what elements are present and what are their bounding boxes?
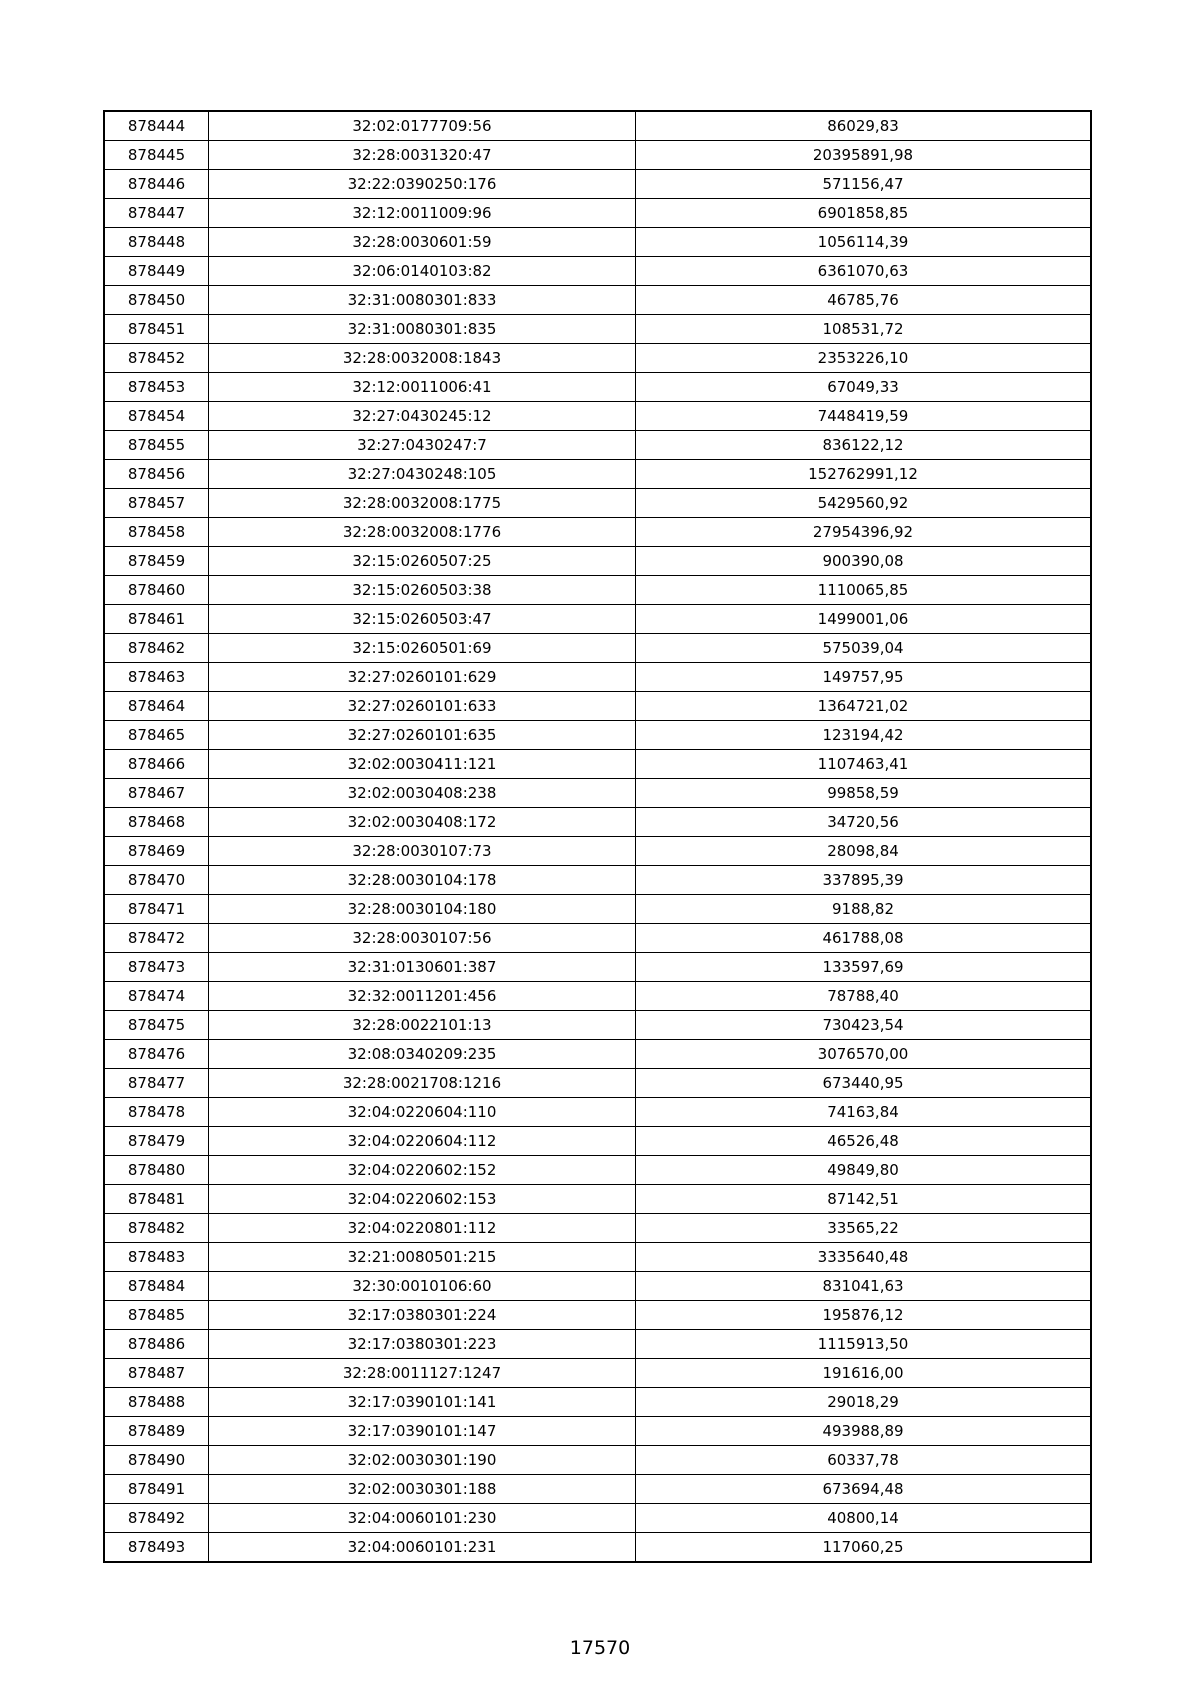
- row-number-cell: 878468: [104, 808, 209, 837]
- value-cell: 67049,33: [636, 373, 1092, 402]
- table-row: [104, 111, 1091, 141]
- value-cell: 86029,83: [636, 111, 1092, 141]
- row-number-cell: 878477: [104, 1069, 209, 1098]
- table-row: [104, 1301, 1091, 1330]
- row-number-cell: 878479: [104, 1127, 209, 1156]
- cadastral-number-cell: 32:02:0030301:188: [209, 1475, 636, 1504]
- row-number-cell: 878487: [104, 1359, 209, 1388]
- value-cell: 2353226,10: [636, 344, 1092, 373]
- row-number-cell: 878482: [104, 1214, 209, 1243]
- table-row: [104, 1011, 1091, 1040]
- row-number-cell: 878457: [104, 489, 209, 518]
- cadastral-number-cell: 32:28:0011127:1247: [209, 1359, 636, 1388]
- row-number-cell: 878456: [104, 460, 209, 489]
- row-number-cell: 878463: [104, 663, 209, 692]
- table-row: [104, 1156, 1091, 1185]
- table-row: [104, 924, 1091, 953]
- row-number-cell: 878469: [104, 837, 209, 866]
- row-number-cell: 878490: [104, 1446, 209, 1475]
- table-row: [104, 431, 1091, 460]
- table-row: [104, 199, 1091, 228]
- value-cell: 74163,84: [636, 1098, 1092, 1127]
- cadastral-number-cell: 32:28:0032008:1775: [209, 489, 636, 518]
- value-cell: 575039,04: [636, 634, 1092, 663]
- value-cell: 33565,22: [636, 1214, 1092, 1243]
- row-number-cell: 878460: [104, 576, 209, 605]
- table-row: [104, 1040, 1091, 1069]
- cadastral-number-cell: 32:28:0021708:1216: [209, 1069, 636, 1098]
- value-cell: 195876,12: [636, 1301, 1092, 1330]
- cadastral-number-cell: 32:15:0260507:25: [209, 547, 636, 576]
- value-cell: 87142,51: [636, 1185, 1092, 1214]
- value-cell: 3335640,48: [636, 1243, 1092, 1272]
- row-number-cell: 878467: [104, 779, 209, 808]
- table-row: [104, 605, 1091, 634]
- cadastral-number-cell: 32:08:0340209:235: [209, 1040, 636, 1069]
- cadastral-number-cell: 32:28:0030104:178: [209, 866, 636, 895]
- value-cell: 1056114,39: [636, 228, 1092, 257]
- cadastral-number-cell: 32:28:0030107:56: [209, 924, 636, 953]
- cadastral-number-cell: 32:27:0260101:629: [209, 663, 636, 692]
- table-row: [104, 1098, 1091, 1127]
- value-cell: 730423,54: [636, 1011, 1092, 1040]
- cadastral-number-cell: 32:17:0390101:141: [209, 1388, 636, 1417]
- cadastral-number-cell: 32:12:0011009:96: [209, 199, 636, 228]
- row-number-cell: 878478: [104, 1098, 209, 1127]
- row-number-cell: 878452: [104, 344, 209, 373]
- value-cell: 40800,14: [636, 1504, 1092, 1533]
- cadastral-number-cell: 32:21:0080501:215: [209, 1243, 636, 1272]
- value-cell: 337895,39: [636, 866, 1092, 895]
- cadastral-number-cell: 32:17:0380301:224: [209, 1301, 636, 1330]
- table-row: [104, 1214, 1091, 1243]
- row-number-cell: 878462: [104, 634, 209, 663]
- row-number-cell: 878446: [104, 170, 209, 199]
- cadastral-number-cell: 32:27:0430245:12: [209, 402, 636, 431]
- cadastral-number-cell: 32:22:0390250:176: [209, 170, 636, 199]
- value-cell: 1107463,41: [636, 750, 1092, 779]
- value-cell: 133597,69: [636, 953, 1092, 982]
- row-number-cell: 878485: [104, 1301, 209, 1330]
- table-row: [104, 1475, 1091, 1504]
- row-number-cell: 878484: [104, 1272, 209, 1301]
- table-row: [104, 315, 1091, 344]
- row-number-cell: 878489: [104, 1417, 209, 1446]
- value-cell: 831041,63: [636, 1272, 1092, 1301]
- row-number-cell: 878470: [104, 866, 209, 895]
- table-row: [104, 1533, 1091, 1563]
- cadastral-number-cell: 32:27:0430247:7: [209, 431, 636, 460]
- row-number-cell: 878458: [104, 518, 209, 547]
- table-row: [104, 460, 1091, 489]
- cadastral-number-cell: 32:28:0032008:1776: [209, 518, 636, 547]
- cadastral-number-cell: 32:27:0430248:105: [209, 460, 636, 489]
- cadastral-number-cell: 32:02:0030408:172: [209, 808, 636, 837]
- table-row: [104, 808, 1091, 837]
- table-row: [104, 1330, 1091, 1359]
- cadastral-number-cell: 32:04:0220604:110: [209, 1098, 636, 1127]
- cadastral-number-cell: 32:15:0260501:69: [209, 634, 636, 663]
- row-number-cell: 878488: [104, 1388, 209, 1417]
- value-cell: 117060,25: [636, 1533, 1092, 1563]
- row-number-cell: 878475: [104, 1011, 209, 1040]
- row-number-cell: 878461: [104, 605, 209, 634]
- table-row: [104, 1446, 1091, 1475]
- value-cell: 6901858,85: [636, 199, 1092, 228]
- value-cell: 6361070,63: [636, 257, 1092, 286]
- row-number-cell: 878492: [104, 1504, 209, 1533]
- value-cell: 108531,72: [636, 315, 1092, 344]
- cadastral-number-cell: 32:04:0060101:230: [209, 1504, 636, 1533]
- value-cell: 28098,84: [636, 837, 1092, 866]
- cadastral-number-cell: 32:15:0260503:47: [209, 605, 636, 634]
- value-cell: 1499001,06: [636, 605, 1092, 634]
- table-row: [104, 170, 1091, 199]
- cadastral-number-cell: 32:30:0010106:60: [209, 1272, 636, 1301]
- value-cell: 7448419,59: [636, 402, 1092, 431]
- value-cell: 149757,95: [636, 663, 1092, 692]
- cadastral-number-cell: 32:04:0220602:153: [209, 1185, 636, 1214]
- row-number-cell: 878466: [104, 750, 209, 779]
- value-cell: 20395891,98: [636, 141, 1092, 170]
- table-row: [104, 518, 1091, 547]
- table-row: [104, 1417, 1091, 1446]
- table-row: [104, 721, 1091, 750]
- table-row: [104, 228, 1091, 257]
- table-row: [104, 1069, 1091, 1098]
- row-number-cell: 878455: [104, 431, 209, 460]
- value-cell: 1110065,85: [636, 576, 1092, 605]
- value-cell: 900390,08: [636, 547, 1092, 576]
- table-row: [104, 1243, 1091, 1272]
- value-cell: 60337,78: [636, 1446, 1092, 1475]
- value-cell: 99858,59: [636, 779, 1092, 808]
- table-row: [104, 1359, 1091, 1388]
- table-row: [104, 866, 1091, 895]
- table-row: [104, 663, 1091, 692]
- value-cell: 9188,82: [636, 895, 1092, 924]
- cadastral-number-cell: 32:27:0260101:633: [209, 692, 636, 721]
- table-row: [104, 1388, 1091, 1417]
- value-cell: 836122,12: [636, 431, 1092, 460]
- table-row: [104, 634, 1091, 663]
- row-number-cell: 878444: [104, 111, 209, 141]
- cadastral-number-cell: 32:17:0390101:147: [209, 1417, 636, 1446]
- table-row: [104, 837, 1091, 866]
- cadastral-number-cell: 32:28:0031320:47: [209, 141, 636, 170]
- row-number-cell: 878465: [104, 721, 209, 750]
- table-row: [104, 547, 1091, 576]
- value-cell: 673440,95: [636, 1069, 1092, 1098]
- cadastral-number-cell: 32:28:0032008:1843: [209, 344, 636, 373]
- row-number-cell: 878459: [104, 547, 209, 576]
- row-number-cell: 878491: [104, 1475, 209, 1504]
- value-cell: 29018,29: [636, 1388, 1092, 1417]
- table-row: [104, 1185, 1091, 1214]
- table-body: [104, 111, 1091, 1562]
- table-row: [104, 489, 1091, 518]
- cadastral-number-cell: 32:32:0011201:456: [209, 982, 636, 1011]
- table-row: [104, 895, 1091, 924]
- cadastral-number-cell: 32:17:0380301:223: [209, 1330, 636, 1359]
- table-row: [104, 257, 1091, 286]
- table-row: [104, 692, 1091, 721]
- value-cell: 49849,80: [636, 1156, 1092, 1185]
- value-cell: 46526,48: [636, 1127, 1092, 1156]
- table-row: [104, 1127, 1091, 1156]
- cadastral-number-cell: 32:04:0220801:112: [209, 1214, 636, 1243]
- cadastral-number-cell: 32:28:0022101:13: [209, 1011, 636, 1040]
- value-cell: 27954396,92: [636, 518, 1092, 547]
- cadastral-number-cell: 32:06:0140103:82: [209, 257, 636, 286]
- row-number-cell: 878448: [104, 228, 209, 257]
- value-cell: 78788,40: [636, 982, 1092, 1011]
- value-cell: 673694,48: [636, 1475, 1092, 1504]
- cadastral-number-cell: 32:12:0011006:41: [209, 373, 636, 402]
- cadastral-number-cell: 32:28:0030601:59: [209, 228, 636, 257]
- row-number-cell: 878464: [104, 692, 209, 721]
- table-row: [104, 779, 1091, 808]
- row-number-cell: 878476: [104, 1040, 209, 1069]
- value-cell: 46785,76: [636, 286, 1092, 315]
- table-row: [104, 402, 1091, 431]
- cadastral-number-cell: 32:04:0220602:152: [209, 1156, 636, 1185]
- row-number-cell: 878483: [104, 1243, 209, 1272]
- row-number-cell: 878486: [104, 1330, 209, 1359]
- value-cell: 3076570,00: [636, 1040, 1092, 1069]
- cadastral-number-cell: 32:28:0030104:180: [209, 895, 636, 924]
- cadastral-number-cell: 32:02:0030408:238: [209, 779, 636, 808]
- cadastral-number-cell: 32:28:0030107:73: [209, 837, 636, 866]
- cadastral-number-cell: 32:02:0177709:56: [209, 111, 636, 141]
- table-row: [104, 141, 1091, 170]
- row-number-cell: 878474: [104, 982, 209, 1011]
- row-number-cell: 878473: [104, 953, 209, 982]
- value-cell: 152762991,12: [636, 460, 1092, 489]
- cadastral-number-cell: 32:04:0220604:112: [209, 1127, 636, 1156]
- table-row: [104, 286, 1091, 315]
- value-cell: 571156,47: [636, 170, 1092, 199]
- value-cell: 1115913,50: [636, 1330, 1092, 1359]
- row-number-cell: 878445: [104, 141, 209, 170]
- cadastral-number-cell: 32:15:0260503:38: [209, 576, 636, 605]
- row-number-cell: 878480: [104, 1156, 209, 1185]
- table-row: [104, 576, 1091, 605]
- row-number-cell: 878450: [104, 286, 209, 315]
- cadastral-number-cell: 32:31:0080301:833: [209, 286, 636, 315]
- row-number-cell: 878471: [104, 895, 209, 924]
- row-number-cell: 878447: [104, 199, 209, 228]
- table-row: [104, 953, 1091, 982]
- table-row: [104, 344, 1091, 373]
- table-row: [104, 373, 1091, 402]
- row-number-cell: 878451: [104, 315, 209, 344]
- cadastral-number-cell: 32:02:0030411:121: [209, 750, 636, 779]
- table-row: [104, 1504, 1091, 1533]
- value-cell: 191616,00: [636, 1359, 1092, 1388]
- row-number-cell: 878453: [104, 373, 209, 402]
- cadastral-number-cell: 32:02:0030301:190: [209, 1446, 636, 1475]
- cadastral-number-cell: 32:04:0060101:231: [209, 1533, 636, 1563]
- page-number: 17570: [569, 1637, 631, 1659]
- registry-table: [103, 110, 1092, 1563]
- row-number-cell: 878449: [104, 257, 209, 286]
- row-number-cell: 878454: [104, 402, 209, 431]
- table-row: [104, 982, 1091, 1011]
- value-cell: 5429560,92: [636, 489, 1092, 518]
- row-number-cell: 878493: [104, 1533, 209, 1563]
- value-cell: 34720,56: [636, 808, 1092, 837]
- value-cell: 493988,89: [636, 1417, 1092, 1446]
- table-row: [104, 750, 1091, 779]
- cadastral-number-cell: 32:31:0080301:835: [209, 315, 636, 344]
- table-row: [104, 1272, 1091, 1301]
- cadastral-number-cell: 32:31:0130601:387: [209, 953, 636, 982]
- value-cell: 461788,08: [636, 924, 1092, 953]
- value-cell: 123194,42: [636, 721, 1092, 750]
- row-number-cell: 878481: [104, 1185, 209, 1214]
- value-cell: 1364721,02: [636, 692, 1092, 721]
- row-number-cell: 878472: [104, 924, 209, 953]
- cadastral-number-cell: 32:27:0260101:635: [209, 721, 636, 750]
